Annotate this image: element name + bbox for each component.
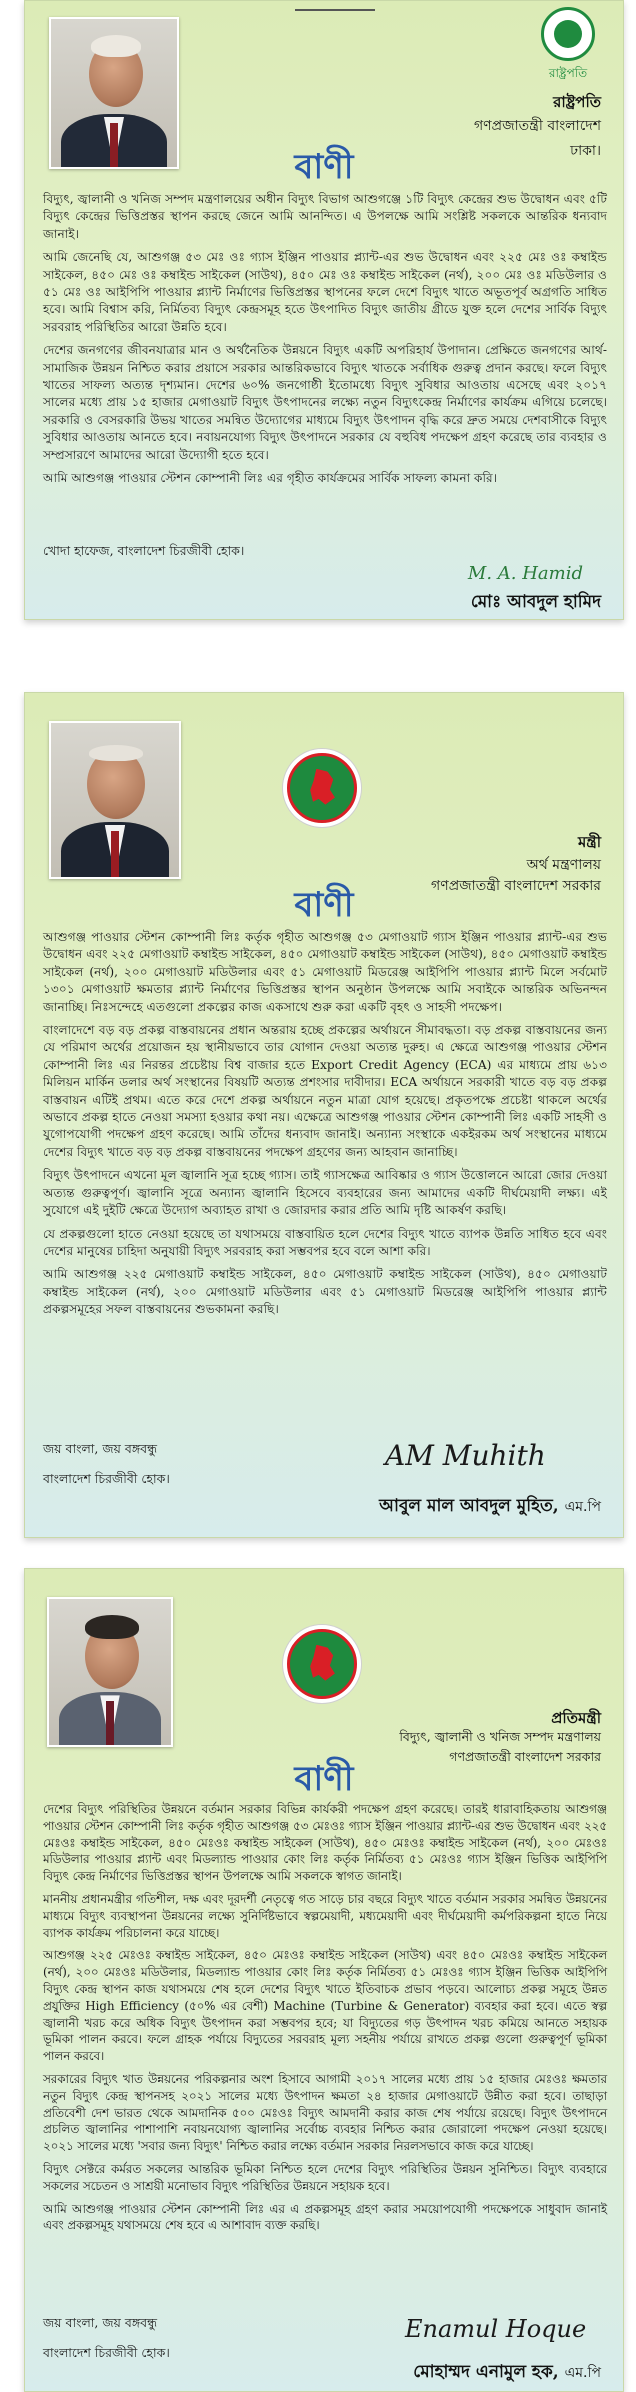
- closing-text: জয় বাংলা, জয় বঙ্গবন্ধু: [43, 2315, 157, 2330]
- role-title: মন্ত্রী: [577, 833, 601, 851]
- paragraph: আমি আশুগঞ্জ পাওয়ার স্টেশন কোম্পানী লিঃ এর এ প্রকল্পসমূহ গ্রহণ করার সময়োপযোগী পদক্ষেপকে সাধুবাদ জানাই এবং প্রকল্পসমূহ যথাসময়ে শেষ হবে এ আশাবাদ ব্যক্ত করছি।: [43, 2201, 607, 2233]
- signature: [385, 1439, 546, 1472]
- finance-minister-message-card: [24, 692, 624, 1538]
- government-name: গণপ্রজাতন্ত্রী বাংলাদেশ সরকার: [431, 878, 601, 894]
- message-heading: বাণী: [294, 885, 354, 925]
- closing-text: বাংলাদেশ চিরজীবী হোক।: [43, 2345, 170, 2360]
- president-message-card: [24, 0, 624, 620]
- signature-text: AM Muhith: [385, 1439, 546, 1472]
- signer-suffix: এম.পি: [564, 2365, 601, 2381]
- government-name: গণপ্রজাতন্ত্রী বাংলাদেশ: [474, 118, 601, 134]
- signer-name-text: মোহাম্মদ এনামুল হক,: [413, 2362, 559, 2382]
- message-body: [43, 1801, 607, 2240]
- presidential-seal: [533, 7, 603, 83]
- signer-name: [413, 2359, 601, 2387]
- paragraph: দেশের বিদ্যুৎ পরিস্থিতির উন্নয়নে বর্তমান সরকার বিভিন্ন কার্যকরী পদক্ষেপ গ্রহণ করেছে। তারই ধারাবাহিকতায় আশুগঞ্জ পাওয়ার স্টেশন কোম্পানী লিঃ কর্তৃক গৃহীত আশুগঞ্জ ৫৩ মেঃওঃ গ্যাস ইঞ্জিন পাওয়ার প্ল্যান্ট-এর শুভ উদ্বোধন এবং ২২৫ মেঃওঃ কম্বাইন্ড সাইকেল, ৪৫০ মেঃওঃ কম্বাইন্ড সাইকেল (সাউথ), ৪৫০ মেঃওঃ কম্বাইন্ড সাইকেল (নর্থ), ২০০ মেঃওঃ মডিউলার পাওয়ার প্ল্যান্ট এবং মিডল্যান্ড পাওয়ার কোং লিঃ কর্তৃক নির্মিতব্য ৫১ মেঃওঃ গ্যাস ইঞ্জিন ভিত্তিক আইপিপি বিদ্যুৎ কেন্দ্র নির্মাণের ভিত্তিপ্রস্তর স্থাপন উপলক্ষে আমি সকলকে স্বাগত জানাই।: [43, 1802, 607, 1884]
- signer-name-text: মোঃ আবদুল হামিদ: [470, 592, 601, 612]
- closing-block: [43, 541, 244, 571]
- government-emblem: [287, 753, 357, 823]
- finance-minister-photo: [49, 721, 181, 879]
- paragraph: আমি আশুগঞ্জ পাওয়ার স্টেশন কোম্পানী লিঃ এর গৃহীত কার্যক্রমের সার্বিক সাফল্য কামনা করি।: [43, 471, 498, 486]
- closing-text: জয় বাংলা, জয় বঙ্গবন্ধু: [43, 1441, 157, 1456]
- paragraph: আমি আশুগঞ্জ ২২৫ মেগাওয়াট কম্বাইন্ড সাইকেল, ৪৫০ মেগাওয়াট কম্বাইন্ড সাইকেল (সাউথ), ৪৫০ মেগাওয়াট কম্বাইন্ড সাইকেল (নর্থ), ২০০ মেগাওয়াট মডিউলার এবং ৫১ মেগাওয়াট মিডরেঞ্জ আইপিপি পাওয়ার প্ল্যান্ট প্রকল্পসমূহের সফল বাস্তবায়নের শুভকামনা করছি।: [43, 1267, 607, 1317]
- closing-block: [43, 2313, 170, 2373]
- signature-text: M. A. Hamid: [467, 563, 583, 584]
- signature: [468, 563, 583, 584]
- paragraph: আশুগঞ্জ পাওয়ার স্টেশন কোম্পানী লিঃ কর্তৃক গৃহীত আশুগঞ্জ ৫৩ মেগাওয়াট গ্যাস ইঞ্জিন পাওয়ার প্ল্যান্ট-এর শুভ উদ্বোধন এবং ২২৫ মেগাওয়াট কম্বাইন্ড সাইকেল, ৪৫০ মেগাওয়াট কম্বাইন্ড সাইকেল (সাউথ), ৪৫০ মেগাওয়াট কম্বাইন্ড সাইকেল (নর্থ), ২০০ মেগাওয়াট মডিউলার এবং ৫১ মেগাওয়াট মিডরেঞ্জ আইপিপি পাওয়ার প্ল্যান্ট মিলে সর্বমোট ১৩০১ মেগাওয়াট ক্ষমতার প্ল্যান্ট নির্মাণের ভিত্তিপ্রস্তর স্থাপন অনুষ্ঠান উপলক্ষে আমি সবাইকে আন্তরিক অভিনন্দন জানাচ্ছি। নিঃসন্দেহে এতগুলো প্রকল্পের কাজ একসাথে শুরু করা একটি বৃহৎ ও সাহসী পদক্ষেপ।: [43, 930, 607, 1014]
- paragraph: বিদ্যুৎ, জ্বালানী ও খনিজ সম্পদ মন্ত্রণালয়ের অধীন বিদ্যুৎ বিভাগ আশুগঞ্জে ১টি বিদ্যুৎ কেন্দ্রের শুভ উদ্বোধন এবং ৫টি বিদ্যুৎ কেন্দ্রের ভিত্তিপ্রস্তর স্থাপন করছে জেনে আমি আনন্দিত। এ উপলক্ষে আমি সংশ্লিষ্ট সকলকে আন্তরিক ধন্যবাদ জানাই।: [43, 192, 607, 241]
- paragraph: দেশের জনগণের জীবনযাত্রার মান ও অর্থনৈতিক উন্নয়নে বিদ্যুৎ একটি অপরিহার্য উপাদান। প্রেক্ষিতে জনগণের আর্থ-সামাজিক উন্নয়ন নিশ্চিত করার প্রয়াসে সরকার আন্তরিকভাবে বিদ্যুৎ খাতকে সর্বাধিক গুরুত্ব প্রদান করছে। ফলে বিদ্যুৎ খাতের সাফল্য অত্যন্ত দৃশ্যমান। দেশের ৬০% জনগোষ্ঠী ইতোমধ্যে বিদ্যুৎ সুবিধার আওতায় এসেছে এবং ২০১৭ সালের মধ্যে প্রায় ১৫ হাজার মেগাওয়াট বিদ্যুৎ উৎপাদনের লক্ষ্যে নতুন বিদ্যুৎকেন্দ্র নির্মাণের কার্যক্রম এগিয়ে চলেছে। সরকারি ও বেসরকারি উভয় খাতের সমন্বিত উদ্যোগের মাধ্যমে বিদ্যুৎ উৎপাদন বৃদ্ধি করে দ্রুত সময়ে দেশবাসীকে বিদ্যুৎ সুবিধার আওতায় আনতে হবে। নবায়নযোগ্য বিদ্যুৎ উৎপাদনে সরকার যে বহুবিধ পদক্ষেপ গ্রহণ করেছে তার ব্যবহার ও সম্প্রসারণে আমাদের আরো উদ্যোগী হতে হবে।: [43, 343, 607, 462]
- place-name: ঢাকা।: [570, 143, 601, 159]
- role-title: রাষ্ট্রপতি: [553, 93, 601, 111]
- signature-text: Enamul Hoque: [405, 2315, 587, 2343]
- paragraph: বাংলাদেশে বড় বড় প্রকল্প বাস্তবায়নের প্রধান অন্তরায় হচ্ছে প্রকল্পের অর্থায়নে সীমাবদ্ধতা। বড় প্রকল্প বাস্তবায়নের জন্য যে পরিমাণ অর্থের প্রয়োজন হয় স্থানীয়ভাবে তার যোগান দেওয়া অত্যন্ত দুরুহ। এ ক্ষেত্রে আশুগঞ্জ পাওয়ার স্টেশন কোম্পানী লিঃ এর নিরন্তর প্রচেষ্টায় বিশ্ব বাজার হতে Export Credit Agency (ECA) এর মাধ্যমে প্রায় ৬১৩ মিলিয়ন মার্কিন ডলার অর্থ সংস্থানের বিষয়টি অত্যন্ত প্রশংসার দাবীদার। ECA অর্থায়নে সরকারী খাতে বড় বড় প্রকল্প বাস্তবায়ন এটিই প্রথম। এতে করে দেশে প্রকল্প অর্থায়নে নতুন মাত্রা যোগ হয়েছে। প্রকৃতপক্ষে প্রচেষ্টা থাকলে অর্থের অভাবে প্রকল্প হাতে নেওয়া সমস্যা হওয়ার কথা নয়। এক্ষেত্রে আশুগঞ্জ পাওয়ার স্টেশন কোম্পানী লিঃ একটি সাহসী ও যুগোপযোগী পদক্ষেপ গ্রহণ করেছে। আমি তাঁদের ধন্যবাদ জানাই। অন্যান্য সংস্থাকে একইরকম অর্থ সংস্থানের মাধ্যমে দেশের বিদ্যুৎ খাতে বড় বড় প্রকল্প বাস্তবায়নের পদক্ষেপ গ্রহণের জন্য আহবান জানাচ্ছি।: [43, 1023, 607, 1159]
- message-heading: বাণী: [294, 1759, 354, 1799]
- closing-block: [43, 1439, 170, 1499]
- ministry-name: বিদ্যুৎ, জ্বালানী ও খনিজ সম্পদ মন্ত্রণালয়: [399, 1729, 601, 1744]
- signature: [405, 2315, 586, 2343]
- closing-text: বাংলাদেশ চিরজীবী হোক।: [43, 1471, 170, 1486]
- message-body: [43, 191, 607, 494]
- signer-name-text: আবুল মাল আবদুল মুহিত,: [379, 1496, 559, 1516]
- seal-caption: রাষ্ট্রপতি: [548, 66, 588, 80]
- state-minister-message-card: [24, 1568, 624, 2392]
- paragraph: যে প্রকল্পগুলো হাতে নেওয়া হয়েছে তা যথাসময়ে বাস্তবায়িত হলে দেশের বিদ্যুৎ খাতে ব্যাপক উন্নতি সাধিত হবে এবং দেশের মানুষের চাহিদা অনুযায়ী বিদ্যুৎ সরবরাহ করা সম্ভবপর হবে বলে আশা করি।: [43, 1226, 607, 1258]
- government-name: গণপ্রজাতন্ত্রী বাংলাদেশ সরকার: [449, 1749, 601, 1764]
- paragraph: সরকারের বিদ্যুৎ খাত উন্নয়নের পরিকল্পনার অংশ হিসাবে আগামী ২০১৭ সালের মধ্যে প্রায় ১৫ হাজার মেঃওঃ ক্ষমতার নতুন বিদ্যুৎ কেন্দ্র স্থাপনসহ ২০২১ সালের মধ্যে উৎপাদন ক্ষমতা ২৪ হাজার মেগাওয়াটে উন্নীত করা হবে। তাছাড়া প্রতিবেশী দেশ ভারত থেকে আমদানিক ৫০০ মেঃওঃ বিদ্যুৎ আমদানী করার কাজ শেষ পর্যায়ে রয়েছে। বিদ্যুৎ উৎপাদনে প্রচলিত জ্বালানির পাশাপাশি নবায়নযোগ্য জ্বালানির সর্বোচ্চ ব্যবহার নিশ্চিত করার জোরালো পদক্ষেপ নেওয়া হয়েছে। ২০২১ সালের মধ্যে 'সবার জন্য বিদ্যুৎ' নিশ্চিত করার লক্ষ্যে বর্তমান সরকার নিরলসভাবে কাজ করে যাচ্ছে।: [43, 2071, 607, 2154]
- signer-name: [379, 1493, 601, 1521]
- signer-suffix: এম.পি: [564, 1499, 601, 1515]
- paragraph: মাননীয় প্রধানমন্ত্রীর গতিশীল, দক্ষ এবং দূরদর্শী নেতৃত্বে গত সাড়ে চার বছরে বিদ্যুৎ খাতে বর্তমান সরকার সমন্বিত উন্নয়নের মাধ্যমে বিদ্যুৎ ব্যবস্থাপনা উন্নয়নের লক্ষ্যে সুনির্দিষ্টভাবে স্বল্পমেয়াদী, মধ্যমেয়াদী এবং দীর্ঘমেয়াদী কর্মপরিকল্পনা হাতে নিয়ে ব্যাপক কার্যক্রম পরিচালনা করে যাচ্ছে।: [43, 1891, 607, 1940]
- signer-name: [471, 589, 601, 617]
- top-ornament: [295, 1, 375, 11]
- state-minister-photo: [47, 1597, 173, 1747]
- message-body: [43, 929, 607, 1325]
- paragraph: আমি জেনেছি যে, আশুগঞ্জ ৫৩ মেঃ ওঃ গ্যাস ইঞ্জিন পাওয়ার প্ল্যান্ট-এর শুভ উদ্বোধন এবং ২২৫ মেঃ ওঃ কম্বাইন্ড সাইকেল, ৪৫০ মেঃ ওঃ কম্বাইন্ড সাইকেল (সাউথ), ৪৫০ মেঃ ওঃ কম্বাইন্ড সাইকেল (নর্থ), ২০০ মেঃ ওঃ মডিউলার ও ৫১ মেঃ ওঃ আইপিপি পাওয়ার প্ল্যান্ট নির্মাণের ভিত্তিপ্রস্তর স্থাপনের ফলে দেশে বিদ্যুৎ খাতে অভূতপূর্ব অগ্রগতি সাধিত হবে। আমি বিশ্বাস করি, নির্মিতব্য বিদ্যুৎ কেন্দ্রসমূহ হতে উৎপাদিত বিদ্যুৎ জাতীয় গ্রীডে যুক্ত হলে দেশের সার্বিক বিদ্যুৎ সরবরাহ পরিস্থিতির আরো উন্নতি হবে।: [43, 250, 607, 334]
- paragraph: বিদ্যুৎ উৎপাদনে এখনো মূল জ্বালানি সূত্র হচ্ছে গ্যাস। তাই গ্যাসক্ষেত্র আবিষ্কার ও গ্যাস উত্তোলনে আরো জোর দেওয়া অত্যন্ত গুরুত্বপূর্ণ। জ্বালানি সূত্রে অন্যান্য জ্বালানি হিসেবে ব্যবহারের জন্য আমাদের একটি দীর্ঘমেয়াদী লক্ষ্য। এই সুযোগে এই দুইটি ক্ষেত্রে উদ্যোগ অব্যাহত রাখা ও জোরদার করার প্রতি আমি দৃষ্টি আকর্ষণ করছি।: [43, 1168, 607, 1218]
- paragraph: বিদ্যুৎ সেক্টরে কর্মরত সকলের আন্তরিক ভূমিকা নিশ্চিত হলে দেশের বিদ্যুৎ পরিস্থিতির উন্নয়ন সুনিশ্চিত। বিদ্যুৎ ব্যবহারে সকলের সচেতন ও সাশ্রয়ী মনোভাব বিদ্যুৎ পরিস্থিতির উন্নয়নে সহায়ক হবে।: [43, 2161, 607, 2193]
- message-heading: বাণী: [294, 147, 354, 187]
- role-title: প্রতিমন্ত্রী: [551, 1709, 601, 1727]
- paragraph: আশুগঞ্জ ২২৫ মেঃওঃ কম্বাইন্ড সাইকেল, ৪৫০ মেঃওঃ কম্বাইন্ড সাইকেল (সাউথ) এবং ৪৫০ মেঃওঃ কম্বাইন্ড সাইকেল (নর্থ), ২০০ মেঃওঃ মডিউলার, মিডল্যান্ড পাওয়ার কোং লিঃ কর্তৃক নির্মিতব্য ৫১ মেঃওঃ গ্যাস ইঞ্জিন ভিত্তিক আইপিপি বিদ্যুৎ কেন্দ্র স্থাপন কাজ যথাসময়ে শেষ হলে দেশের বিদ্যুৎ খাতে ইতিবাচক প্রভাব পড়বে। আলোচ্য প্রকল্প সমূহে উন্নত প্রযুক্তির High Efficiency (৫০% এর বেশী) Machine (Turbine & Generator) ব্যবহার করা হবে। এতে স্বল্প জ্বালানী খরচ করে অধিক বিদ্যুৎ উৎপাদন করা সম্ভবপর হবে; যা বিদ্যুতের গড় উৎপাদন খরচ কমিয়ে আনতে সহায়ক ভূমিকা পালন করবে। ফলে গ্রাহক পর্যায়ে বিদ্যুতের সরবরাহ মূল্য সহনীয় পর্যায়ে রাখতে প্রকল্প গুলো গুরুত্বপূর্ণ ভূমিকা পালন করবে।: [43, 1948, 607, 2064]
- government-emblem: [287, 1629, 357, 1699]
- ministry-name: অর্থ মন্ত্রণালয়: [526, 857, 601, 873]
- closing-text: খোদা হাফেজ, বাংলাদেশ চিরজীবী হোক।: [43, 543, 245, 558]
